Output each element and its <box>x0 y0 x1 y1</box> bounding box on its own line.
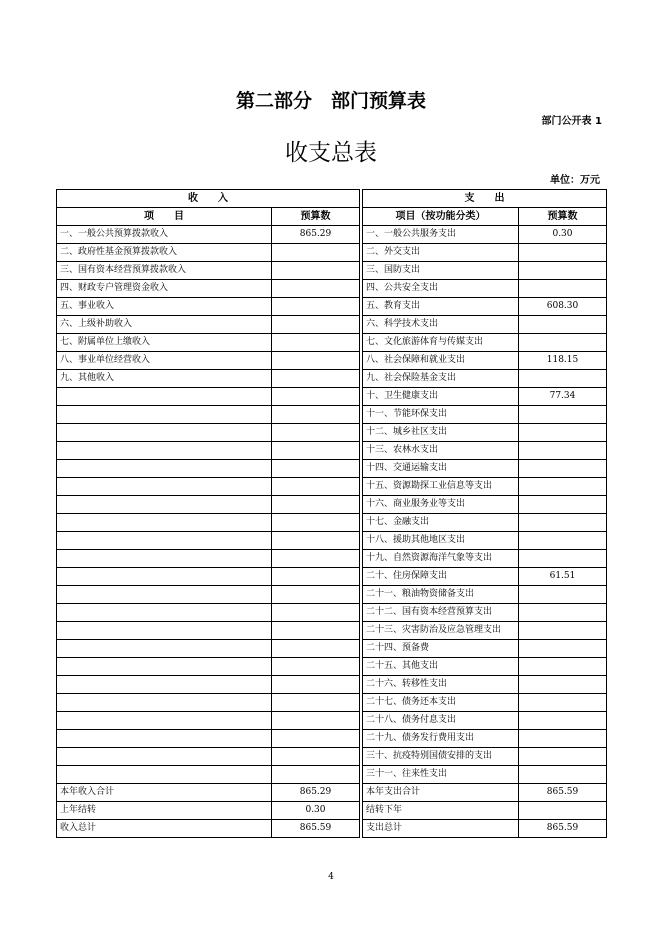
expense-value-cell: 61.51 <box>519 568 607 586</box>
expense-item-cell: 二十六、转移性支出 <box>363 676 519 694</box>
income-value-cell <box>272 640 360 658</box>
expense-item-cell: 三十、抗疫特别国债安排的支出 <box>363 748 519 766</box>
table-row <box>57 586 607 604</box>
table-row <box>57 784 607 802</box>
expense-value-cell <box>519 370 607 388</box>
income-value-cell <box>272 568 360 586</box>
income-item-cell <box>57 676 272 694</box>
expense-item-cell: 七、文化旅游体育与传媒支出 <box>363 334 519 352</box>
income-item-cell <box>57 478 272 496</box>
expense-item-cell: 十五、资源勘探工业信息等支出 <box>363 478 519 496</box>
income-item-cell <box>57 514 272 532</box>
income-item-cell <box>57 442 272 460</box>
expense-item-cell: 二、外交支出 <box>363 244 519 262</box>
page-title: 收支总表 <box>285 140 377 166</box>
income-value-cell <box>272 370 360 388</box>
income-value-cell: 865.29 <box>272 226 360 244</box>
form-number: 部门公开表 1 <box>541 116 602 127</box>
income-item-cell: 一、一般公共预算拨款收入 <box>57 226 272 244</box>
income-item-cell <box>57 604 272 622</box>
table-row <box>57 442 607 460</box>
expense-item-cell: 本年支出合计 <box>363 784 519 802</box>
expense-item-cell: 三十一、往来性支出 <box>363 766 519 784</box>
table-row <box>57 640 607 658</box>
income-item-cell <box>57 694 272 712</box>
income-value-cell <box>272 514 360 532</box>
table-row <box>57 766 607 784</box>
table-row <box>57 244 607 262</box>
income-value-cell <box>272 316 360 334</box>
expense-value-cell: 0.30 <box>519 226 607 244</box>
expense-value-cell <box>519 532 607 550</box>
expense-item-cell: 二十七、债务还本支出 <box>363 694 519 712</box>
income-item-cell <box>57 406 272 424</box>
income-value-cell <box>272 712 360 730</box>
expense-value-cell: 865.59 <box>519 820 607 838</box>
income-item-cell <box>57 640 272 658</box>
table-row <box>57 316 607 334</box>
expense-item-cell: 二十八、债务付息支出 <box>363 712 519 730</box>
expense-value-cell <box>519 280 607 298</box>
income-value-cell <box>272 280 360 298</box>
income-value-cell <box>272 658 360 676</box>
expense-value-cell <box>519 478 607 496</box>
expense-item-cell: 十、卫生健康支出 <box>363 388 519 406</box>
expense-item-cell: 六、科学技术支出 <box>363 316 519 334</box>
expense-value-cell: 865.59 <box>519 784 607 802</box>
expense-item-cell: 支出总计 <box>363 820 519 838</box>
expense-value-cell <box>519 334 607 352</box>
page-number: 4 <box>328 872 334 882</box>
income-value-cell <box>272 460 360 478</box>
expense-item-cell: 十三、农林水支出 <box>363 442 519 460</box>
expense-item-cell: 二十、住房保障支出 <box>363 568 519 586</box>
table-row <box>57 226 607 244</box>
income-item-cell <box>57 532 272 550</box>
unit-label: 单位：万元 <box>550 175 600 186</box>
expense-value-cell <box>519 550 607 568</box>
table-row <box>57 478 607 496</box>
income-item-cell: 九、其他收入 <box>57 370 272 388</box>
table-row <box>57 388 607 406</box>
table-row <box>57 334 607 352</box>
expense-item-cell: 十二、城乡社区支出 <box>363 424 519 442</box>
expense-section-header: 支 出 <box>363 190 607 208</box>
income-value-cell <box>272 352 360 370</box>
expense-value-cell <box>519 460 607 478</box>
expense-item-cell: 十六、商业服务业等支出 <box>363 496 519 514</box>
expense-value-cell: 77.34 <box>519 388 607 406</box>
table-row <box>57 820 607 838</box>
expense-value-cell <box>519 244 607 262</box>
expense-value-cell <box>519 424 607 442</box>
col-budget2-header: 预算数 <box>519 208 607 226</box>
table-row <box>57 424 607 442</box>
expense-value-cell <box>519 694 607 712</box>
expense-value-cell <box>519 262 607 280</box>
expense-value-cell <box>519 622 607 640</box>
income-value-cell: 865.59 <box>272 820 360 838</box>
expense-item-cell: 十八、援助其他地区支出 <box>363 532 519 550</box>
income-value-cell <box>272 766 360 784</box>
income-value-cell <box>272 694 360 712</box>
income-item-cell <box>57 730 272 748</box>
income-item-cell: 上年结转 <box>57 802 272 820</box>
table-row <box>57 712 607 730</box>
income-value-cell: 0.30 <box>272 802 360 820</box>
income-value-cell <box>272 604 360 622</box>
col-item-header: 项 目 <box>57 208 272 226</box>
expense-item-cell: 十一、节能环保支出 <box>363 406 519 424</box>
expense-value-cell <box>519 676 607 694</box>
expense-value-cell <box>519 514 607 532</box>
table-row <box>57 622 607 640</box>
income-value-cell <box>272 388 360 406</box>
income-item-cell: 本年收入合计 <box>57 784 272 802</box>
table-row <box>57 262 607 280</box>
income-item-cell <box>57 586 272 604</box>
expense-item-cell: 一、一般公共服务支出 <box>363 226 519 244</box>
income-value-cell <box>272 244 360 262</box>
income-value-cell <box>272 622 360 640</box>
income-value-cell <box>272 406 360 424</box>
income-value-cell <box>272 298 360 316</box>
table-row <box>57 352 607 370</box>
expense-item-cell: 二十五、其他支出 <box>363 658 519 676</box>
income-item-cell <box>57 460 272 478</box>
expense-value-cell: 118.15 <box>519 352 607 370</box>
income-value-cell <box>272 424 360 442</box>
expense-item-cell: 结转下年 <box>363 802 519 820</box>
income-item-cell <box>57 496 272 514</box>
expense-value-cell <box>519 748 607 766</box>
table-row <box>57 658 607 676</box>
income-value-cell <box>272 676 360 694</box>
table-row <box>57 730 607 748</box>
expense-item-cell: 二十九、债务发行费用支出 <box>363 730 519 748</box>
expense-item-cell: 二十二、国有资本经营预算支出 <box>363 604 519 622</box>
section-header-row <box>57 190 607 208</box>
income-value-cell <box>272 748 360 766</box>
column-header-row <box>57 208 607 226</box>
income-value-cell <box>272 334 360 352</box>
col-item-func-header: 项目（按功能分类） <box>363 208 519 226</box>
income-value-cell <box>272 586 360 604</box>
expense-item-cell: 二十三、灾害防治及应急管理支出 <box>363 622 519 640</box>
table-row <box>57 370 607 388</box>
income-item-cell <box>57 748 272 766</box>
income-item-cell: 二、政府性基金预算拨款收入 <box>57 244 272 262</box>
income-item-cell: 六、上级补助收入 <box>57 316 272 334</box>
income-value-cell <box>272 496 360 514</box>
expense-value-cell <box>519 586 607 604</box>
expense-value-cell <box>519 658 607 676</box>
table-row <box>57 496 607 514</box>
part-title: 第二部分 部门预算表 <box>235 90 426 112</box>
income-item-cell <box>57 658 272 676</box>
expense-value-cell <box>519 604 607 622</box>
table-row <box>57 604 607 622</box>
budget-table <box>56 189 607 838</box>
income-item-cell <box>57 550 272 568</box>
income-item-cell: 八、事业单位经营收入 <box>57 352 272 370</box>
expense-value-cell <box>519 316 607 334</box>
col-budget-header: 预算数 <box>272 208 360 226</box>
expense-item-cell: 八、社会保障和就业支出 <box>363 352 519 370</box>
income-item-cell <box>57 388 272 406</box>
expense-value-cell <box>519 766 607 784</box>
table-row <box>57 802 607 820</box>
table-row <box>57 532 607 550</box>
expense-item-cell: 五、教育支出 <box>363 298 519 316</box>
income-item-cell: 四、财政专户管理资金收入 <box>57 280 272 298</box>
table-row <box>57 298 607 316</box>
expense-value-cell <box>519 730 607 748</box>
table-row <box>57 676 607 694</box>
table-row <box>57 748 607 766</box>
expense-item-cell: 二十一、粮油物资储备支出 <box>363 586 519 604</box>
expense-item-cell: 十九、自然资源海洋气象等支出 <box>363 550 519 568</box>
income-item-cell: 七、附属单位上缴收入 <box>57 334 272 352</box>
table-row <box>57 406 607 424</box>
income-value-cell: 865.29 <box>272 784 360 802</box>
income-value-cell <box>272 478 360 496</box>
income-item-cell <box>57 766 272 784</box>
expense-value-cell <box>519 640 607 658</box>
income-value-cell <box>272 532 360 550</box>
income-value-cell <box>272 442 360 460</box>
income-item-cell <box>57 712 272 730</box>
table-row <box>57 694 607 712</box>
table-row <box>57 280 607 298</box>
table-row <box>57 568 607 586</box>
income-value-cell <box>272 550 360 568</box>
expense-value-cell <box>519 802 607 820</box>
expense-item-cell: 九、社会保险基金支出 <box>363 370 519 388</box>
income-item-cell <box>57 568 272 586</box>
income-value-cell <box>272 262 360 280</box>
income-value-cell <box>272 730 360 748</box>
expense-value-cell <box>519 406 607 424</box>
expense-value-cell: 608.30 <box>519 298 607 316</box>
expense-value-cell <box>519 442 607 460</box>
expense-item-cell: 十七、金融支出 <box>363 514 519 532</box>
income-item-cell: 收入总计 <box>57 820 272 838</box>
table-row <box>57 460 607 478</box>
income-item-cell: 三、国有资本经营预算拨款收入 <box>57 262 272 280</box>
expense-value-cell <box>519 496 607 514</box>
table-row <box>57 550 607 568</box>
expense-item-cell: 十四、交通运输支出 <box>363 460 519 478</box>
expense-item-cell: 三、国防支出 <box>363 262 519 280</box>
expense-item-cell: 四、公共安全支出 <box>363 280 519 298</box>
expense-item-cell: 二十四、预备费 <box>363 640 519 658</box>
income-section-header: 收 入 <box>57 190 360 208</box>
income-item-cell: 五、事业收入 <box>57 298 272 316</box>
expense-value-cell <box>519 712 607 730</box>
table-row <box>57 514 607 532</box>
income-item-cell <box>57 622 272 640</box>
income-item-cell <box>57 424 272 442</box>
